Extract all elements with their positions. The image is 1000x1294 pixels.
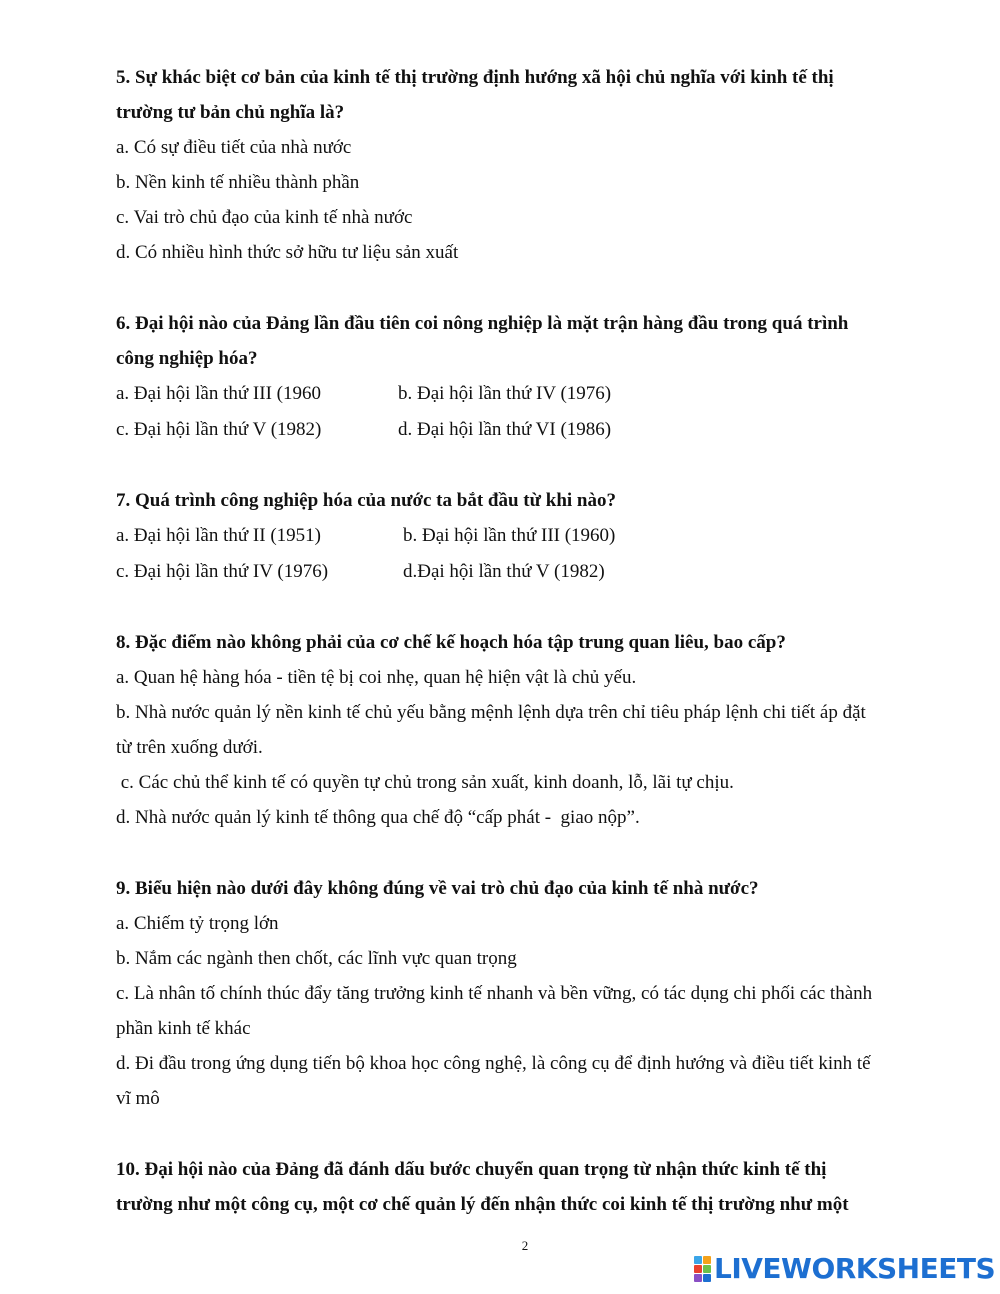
- logo-text: LIVEWORKSHEETS: [714, 1252, 996, 1285]
- option-a: a. Quan hệ hàng hóa - tiền tệ bị coi nhẹ, quan hệ hiện vật là chủ yếu.: [116, 667, 637, 688]
- option-d: d. Đi đầu trong ứng dụng tiến bộ khoa học công nghệ, là công cụ để định hướng và điều tiết kinh tế vĩ mô: [116, 1053, 871, 1109]
- option-d: d. Nhà nước quản lý kinh tế thông qua chế độ “cấp phát - giao nộp”.: [116, 807, 640, 828]
- question-5: [116, 60, 936, 270]
- question-7: [116, 483, 936, 589]
- option-c: c. Vai trò chủ đạo của kinh tế nhà nước: [116, 207, 413, 228]
- question-9: [116, 871, 936, 1116]
- question-10: [116, 1152, 936, 1222]
- option-a: a. Đại hội lần thứ II (1951): [116, 525, 321, 546]
- option-d: d. Có nhiều hình thức sở hữu tư liệu sản xuất: [116, 242, 459, 263]
- page-number: 2: [521, 1238, 529, 1253]
- option-d: d.Đại hội lần thứ V (1982): [403, 560, 605, 582]
- option-c: c. Là nhân tố chính thúc đẩy tăng trưởng kinh tế nhanh và bền vững, có tác dụng chi phối các thành phần kinh tế khác: [116, 983, 873, 1039]
- option-row: [116, 376, 936, 412]
- question-text: 5. Sự khác biệt cơ bản của kinh tế thị trường định hướng xã hội chủ nghĩa với kinh tế thị trường tư bản chủ nghĩa là?: [116, 67, 834, 123]
- question-text: 6. Đại hội nào của Đảng lần đầu tiên coi nông nghiệp là mặt trận hàng đầu trong quá trình công nghiệp hóa?: [116, 313, 849, 369]
- option-b: b. Nắm các ngành then chốt, các lĩnh vực quan trọng: [116, 948, 517, 969]
- option-b: b. Nền kinh tế nhiều thành phần: [116, 172, 360, 193]
- option-b: b. Đại hội lần thứ III (1960): [403, 525, 616, 546]
- liveworksheets-logo-icon: [694, 1256, 711, 1282]
- option-b: b. Nhà nước quản lý nền kinh tế chủ yếu bằng mệnh lệnh dựa trên chỉ tiêu pháp lệnh chi tiết áp đặt từ trên xuống dưới.: [116, 702, 866, 758]
- liveworksheets-logo: [694, 1254, 995, 1284]
- option-d: d. Đại hội lần thứ VI (1986): [398, 418, 612, 440]
- question-text: 10. Đại hội nào của Đảng đã đánh dấu bước chuyển quan trọng từ nhận thức kinh tế thị trường như một công cụ, một cơ chế quản lý đến nhận thức coi kinh tế thị trường như một: [116, 1159, 849, 1215]
- option-a: a. Chiếm tỷ trọng lớn: [116, 913, 279, 934]
- option-a: a. Đại hội lần thứ III (1960: [116, 383, 321, 404]
- option-row: [116, 412, 936, 448]
- option-row: [116, 554, 936, 590]
- question-6: [116, 306, 936, 447]
- question-text: 7. Quá trình công nghiệp hóa của nước ta bắt đầu từ khi nào?: [116, 490, 616, 511]
- question-text: 8. Đặc điểm nào không phải của cơ chế kế hoạch hóa tập trung quan liêu, bao cấp?: [116, 632, 786, 653]
- option-row: [116, 518, 936, 554]
- document-body: [116, 60, 936, 1222]
- option-c: c. Đại hội lần thứ IV (1976): [116, 560, 329, 582]
- question-text: 9. Biểu hiện nào dưới đây không đúng về vai trò chủ đạo của kinh tế nhà nước?: [116, 878, 759, 899]
- question-8: [116, 625, 936, 835]
- option-b: b. Đại hội lần thứ IV (1976): [398, 383, 612, 404]
- option-c: c. Đại hội lần thứ V (1982): [116, 418, 322, 440]
- option-a: a. Có sự điều tiết của nhà nước: [116, 137, 352, 158]
- option-c: c. Các chủ thể kinh tế có quyền tự chủ trong sản xuất, kinh doanh, lỗ, lãi tự chịu.: [116, 772, 734, 793]
